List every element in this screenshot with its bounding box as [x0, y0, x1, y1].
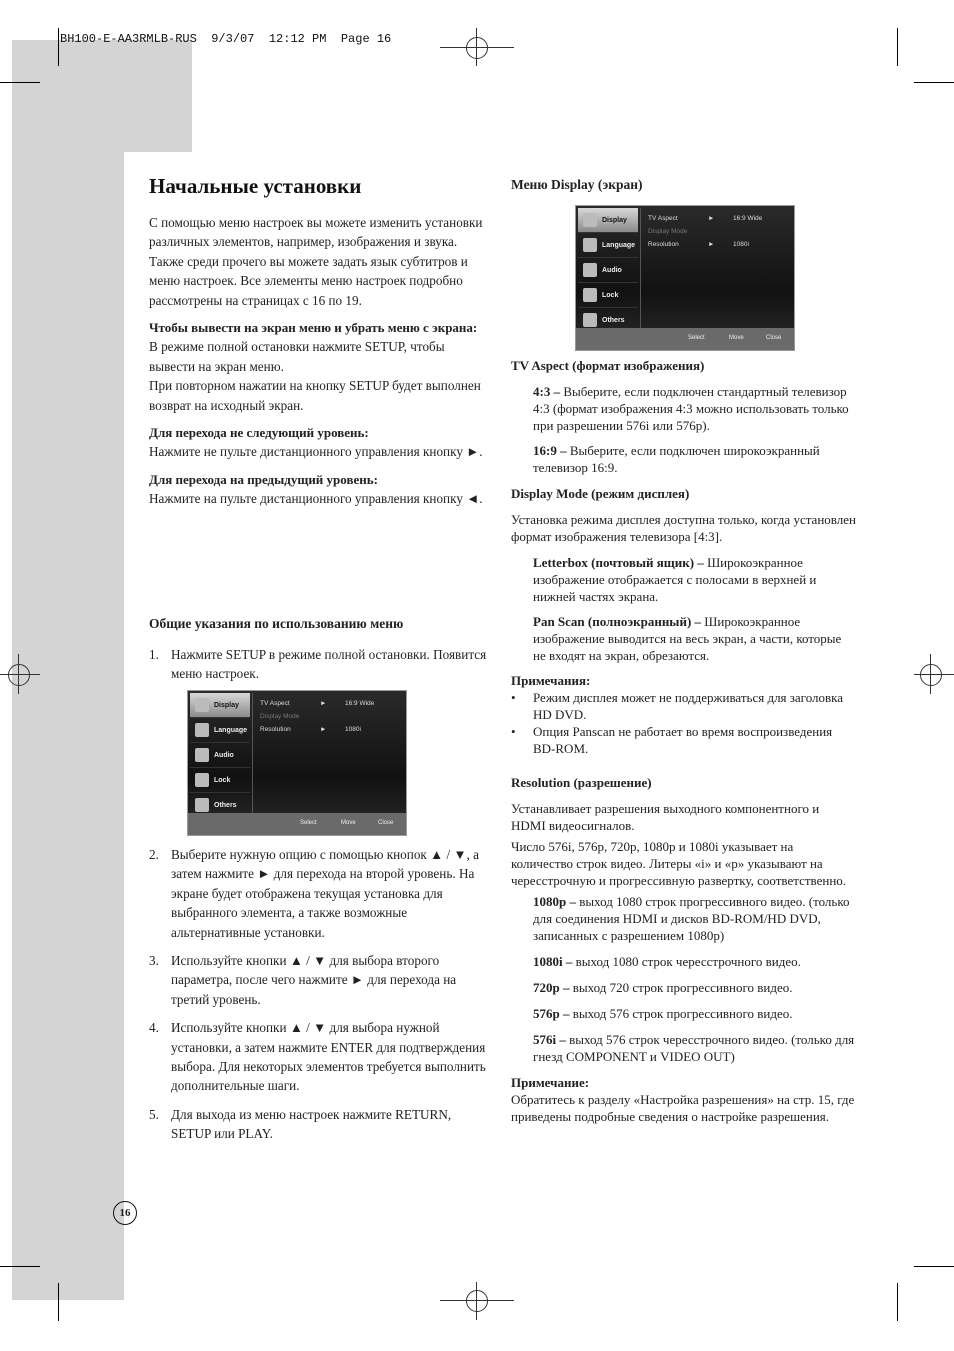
menu-item-audio: Audio: [578, 258, 638, 283]
display-icon: [195, 698, 209, 712]
letterbox-text: Letterbox (почтовый ящик) – Широкоэкранное изображение отображается с полосами в верхней и нижней частях экрана.: [533, 555, 817, 604]
display-icon: [583, 213, 597, 227]
list-item: 5. Для выхода из меню настроек нажмите RETURN, SETUP или PLAY.: [149, 1106, 452, 1142]
others-icon: [583, 313, 597, 327]
others-icon: [195, 798, 209, 812]
menu-item-language: Language: [578, 233, 638, 258]
section-text: Нажмите не пульте дистанционного управления кнопку ►.: [149, 444, 483, 460]
list-item: 1. Нажмите SETUP в режиме полной остановки. Появится меню настроек.: [149, 647, 487, 682]
aspect-169-text: 16:9 – Выберите, если подключен широкоэкранный телевизор 16:9.: [533, 443, 820, 475]
display-menu-screenshot: Display Language Audio Lock Others TV Aspect ► 16:9 Wide Display Mode Resolution ► 1080i Select Move Close: [575, 205, 795, 351]
crop-mark: [914, 82, 954, 83]
crop-mark: [897, 28, 898, 66]
crop-mark: [58, 28, 59, 66]
resolution-item: 576p – выход 576 строк прогрессивного видео.: [533, 1006, 793, 1021]
section-text: В режиме полной остановки нажмите SETUP, чтобы вывести на экран меню.: [149, 339, 445, 374]
step-list-continued: [149, 845, 489, 1144]
note-heading: Примечание:: [511, 1075, 590, 1090]
display-mode-text: Установка режима дисплея доступна только, когда установлен формат изображения телевизора [4:3].: [511, 512, 856, 544]
resolution-item: 1080i – выход 1080 строк чересстрочного видео.: [533, 954, 801, 969]
menu-item-display: Display: [190, 693, 250, 718]
menu-item-display: Display: [578, 208, 638, 233]
list-item: 3. Используйте кнопки ▲ / ▼ для выбора второго параметра, после чего нажмите ► для перехода на третий уровень.: [149, 953, 457, 1007]
list-item: • Режим дисплея может не поддерживаться для заголовка HD DVD.: [511, 690, 844, 722]
crop-mark: [0, 82, 40, 83]
aspect-43-text: 4:3 – Выберите, если подключен стандартный телевизор 4:3 (формат изображения 4:3 можно использовать только при разрешении 576i или 576p).: [533, 384, 849, 433]
page-title: Начальные установки: [149, 174, 362, 198]
resolution-text: Устанавливает разрешения выходного компонентного и HDMI видеосигналов.: [511, 801, 820, 833]
resolution-heading: Resolution (разрешение): [511, 775, 652, 790]
menu-item-others: Others: [578, 308, 638, 333]
tv-aspect-heading: TV Aspect (формат изображения): [511, 358, 705, 373]
resolution-text: Число 576i, 576p, 720p, 1080p и 1080i указывает на количество строк видео. Литеры «i» и «p» указывают на чересстрочную и прогрессивную развертку, соответственно.: [511, 839, 847, 888]
menu-item-others: Others: [190, 793, 250, 818]
general-heading: Общие указания по использованию меню: [149, 616, 404, 631]
list-item: 2. Выберите нужную опцию с помощью кнопок ▲ / ▼, а затем нажмите ► для перехода на второй уровень. На экране будет отображена текущая установка для выбранного элемента, а также возможные альтернативные установки.: [149, 847, 479, 940]
section-heading: Для перехода на предыдущий уровень:: [149, 471, 378, 487]
note-text: Обратитесь к разделу «Настройка разрешения» на стр. 15, где приведены подробные сведения о настройке разрешения.: [511, 1092, 855, 1124]
crop-mark: [897, 1283, 898, 1321]
intro-text: С помощью меню настроек вы можете изменить установки различных элементов, например, изображения и звука. Также среди прочего вы можете задать язык субтитров и меню настроек. Все элементы меню настроек подробно рассмотрены на страницах с 16 по 19.: [149, 215, 483, 308]
menu-item-language: Language: [190, 718, 250, 743]
print-header: BH100-E-AA3RMLB-RUS 9/3/07 12:12 PM Page 16: [60, 32, 392, 46]
panscan-text: Pan Scan (полноэкранный) – Широкоэкранное изображение выводится на весь экран, а части, которые не входят на экран, обрезаются.: [533, 614, 842, 663]
crop-mark: [0, 1266, 40, 1267]
audio-icon: [583, 263, 597, 277]
resolution-item: 576i – выход 576 строк чересстрочного видео. (только для гнезд COMPONENT и VIDEO OUT): [533, 1032, 855, 1064]
page-number: 16: [113, 1201, 137, 1225]
right-column: [511, 357, 856, 1125]
display-menu-heading: Меню Display (экран): [511, 177, 643, 192]
section-heading: Чтобы вывести на экран меню и убрать меню с экрана:: [149, 320, 478, 336]
display-mode-heading: Display Mode (режим дисплея): [511, 486, 690, 501]
section-heading: Для перехода не следующий уровень:: [149, 425, 369, 441]
lock-icon: [195, 773, 209, 787]
notes-heading: Примечания:: [511, 673, 591, 688]
menu-item-audio: Audio: [190, 743, 250, 768]
list-item: • Опция Panscan не работает во время воспроизведения BD-ROM.: [511, 724, 833, 756]
section-text: При повторном нажатии на кнопку SETUP будет выполнен возврат на исходный экран.: [149, 378, 481, 413]
resolution-item: 720p – выход 720 строк прогрессивного видео.: [533, 980, 793, 995]
crop-mark: [58, 1283, 59, 1321]
lock-icon: [583, 288, 597, 302]
menu-item-lock: Lock: [578, 283, 638, 308]
crop-mark: [914, 1266, 954, 1267]
audio-icon: [195, 748, 209, 762]
menu-item-lock: Lock: [190, 768, 250, 793]
section-text: Нажмите на пульте дистанционного управления кнопку ◄.: [149, 491, 483, 507]
setup-menu-screenshot: Display Language Audio Lock Others TV Aspect ► 16:9 Wide Display Mode Resolution ► 1080i Select Move Close: [187, 690, 407, 836]
left-column: [149, 213, 489, 509]
list-item: 4. Используйте кнопки ▲ / ▼ для выбора нужной установки, а затем нажмите ENTER для подтверждения выбора. Для некоторых элементов требуется выполнить дополнительные шаги.: [149, 1020, 486, 1094]
language-icon: [195, 723, 209, 737]
resolution-item: 1080p – выход 1080 строк прогрессивного видео. (только для соединения HDMI и дисков BD-ROM/HD DVD, записанных с разрешением 1080p): [533, 894, 850, 943]
step-list: [149, 645, 489, 684]
language-icon: [583, 238, 597, 252]
